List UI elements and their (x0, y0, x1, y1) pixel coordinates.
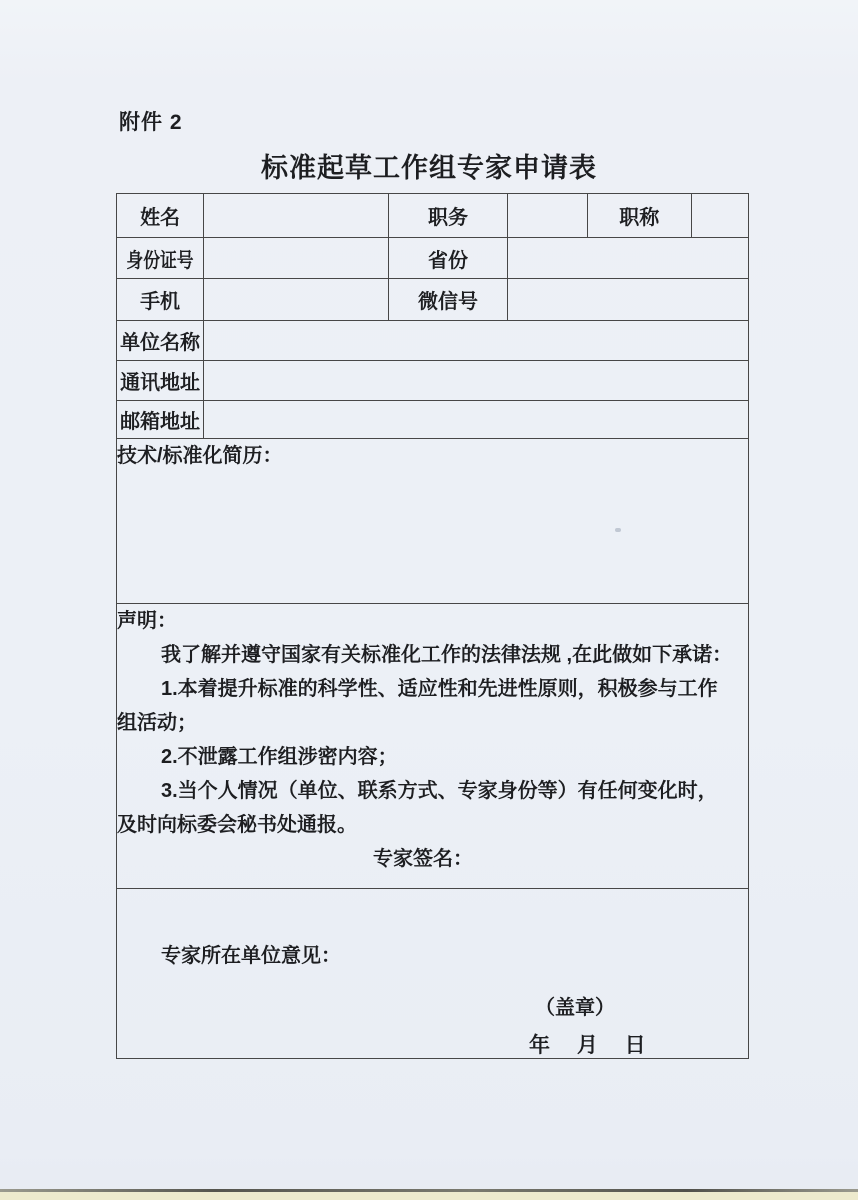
scan-speck-artifact (615, 528, 621, 532)
mobile-value-cell (204, 279, 389, 321)
row-mail-address (117, 361, 749, 401)
position-label: 职务 (427, 207, 468, 229)
org-name-label-cell (117, 321, 204, 361)
email-label: 邮箱地址 (120, 411, 201, 433)
resume-cell (117, 439, 749, 604)
page-title: 标准起草工作组专家申请表 (261, 153, 597, 183)
attachment-label: 附件 2 (119, 111, 183, 134)
scan-bottom-strip (0, 1192, 858, 1200)
org-opinion-label: 专家所在单位意见： (161, 945, 341, 967)
date-line: 年 月 日 (529, 1034, 646, 1057)
declaration-line: 3.当个人情况（单位、联系方式、专家身份等）有任何变化时， (161, 780, 718, 802)
row-email (117, 401, 749, 439)
position-label-cell (389, 194, 507, 238)
declaration-line: 及时向标委会秘书处通报。 (117, 814, 357, 836)
name-label: 姓名 (140, 207, 181, 229)
name-value-cell (204, 194, 389, 238)
row-name-position-title (117, 194, 749, 238)
job-title-label-cell (587, 194, 691, 238)
resume-label: 技术/标准化简历： (117, 445, 283, 467)
declaration-line: 2.不泄露工作组涉密内容； (161, 746, 398, 768)
org-name-value-cell (204, 321, 749, 361)
job-title-label: 职称 (619, 207, 660, 229)
province-label-cell (389, 238, 507, 279)
wechat-label: 微信号 (417, 291, 478, 313)
expert-signature-label: 专家签名： (373, 848, 473, 870)
province-label: 省份 (427, 249, 468, 272)
row-resume (117, 439, 749, 604)
position-value-cell (507, 194, 587, 238)
declaration-line: 组活动； (117, 712, 197, 734)
org-opinion-cell (117, 889, 749, 1059)
wechat-label-cell (389, 279, 507, 321)
declaration-heading: 声明： (117, 610, 177, 632)
row-org-opinion (117, 889, 749, 1059)
mail-address-value-cell (204, 361, 749, 401)
row-declaration (117, 604, 749, 889)
id-number-value-cell (204, 238, 389, 279)
name-label-cell (117, 194, 204, 238)
row-id-province (117, 238, 749, 279)
id-number-label: 身份证号 (126, 249, 194, 272)
email-value-cell (204, 401, 749, 439)
mail-address-label-cell (117, 361, 204, 401)
declaration-cell (117, 604, 749, 889)
email-label-cell (117, 401, 204, 439)
row-mobile-wechat (117, 279, 749, 321)
id-number-label-cell (117, 238, 204, 279)
wechat-value-cell (507, 279, 748, 321)
province-value-cell (507, 238, 748, 279)
mobile-label-cell (117, 279, 204, 321)
job-title-value-cell (691, 194, 748, 238)
row-org-name (117, 321, 749, 361)
declaration-line: 我了解并遵守国家有关标准化工作的法律法规 ,在此做如下承诺： (161, 644, 733, 666)
declaration-line: 1.本着提升标准的科学性、适应性和先进性原则，积极参与工作 (161, 678, 718, 700)
seal-label: （盖章） (535, 997, 615, 1019)
mobile-label: 手机 (140, 291, 181, 313)
org-name-label: 单位名称 (120, 332, 201, 354)
application-form-table (116, 193, 749, 1059)
mail-address-label: 通讯地址 (120, 372, 201, 394)
